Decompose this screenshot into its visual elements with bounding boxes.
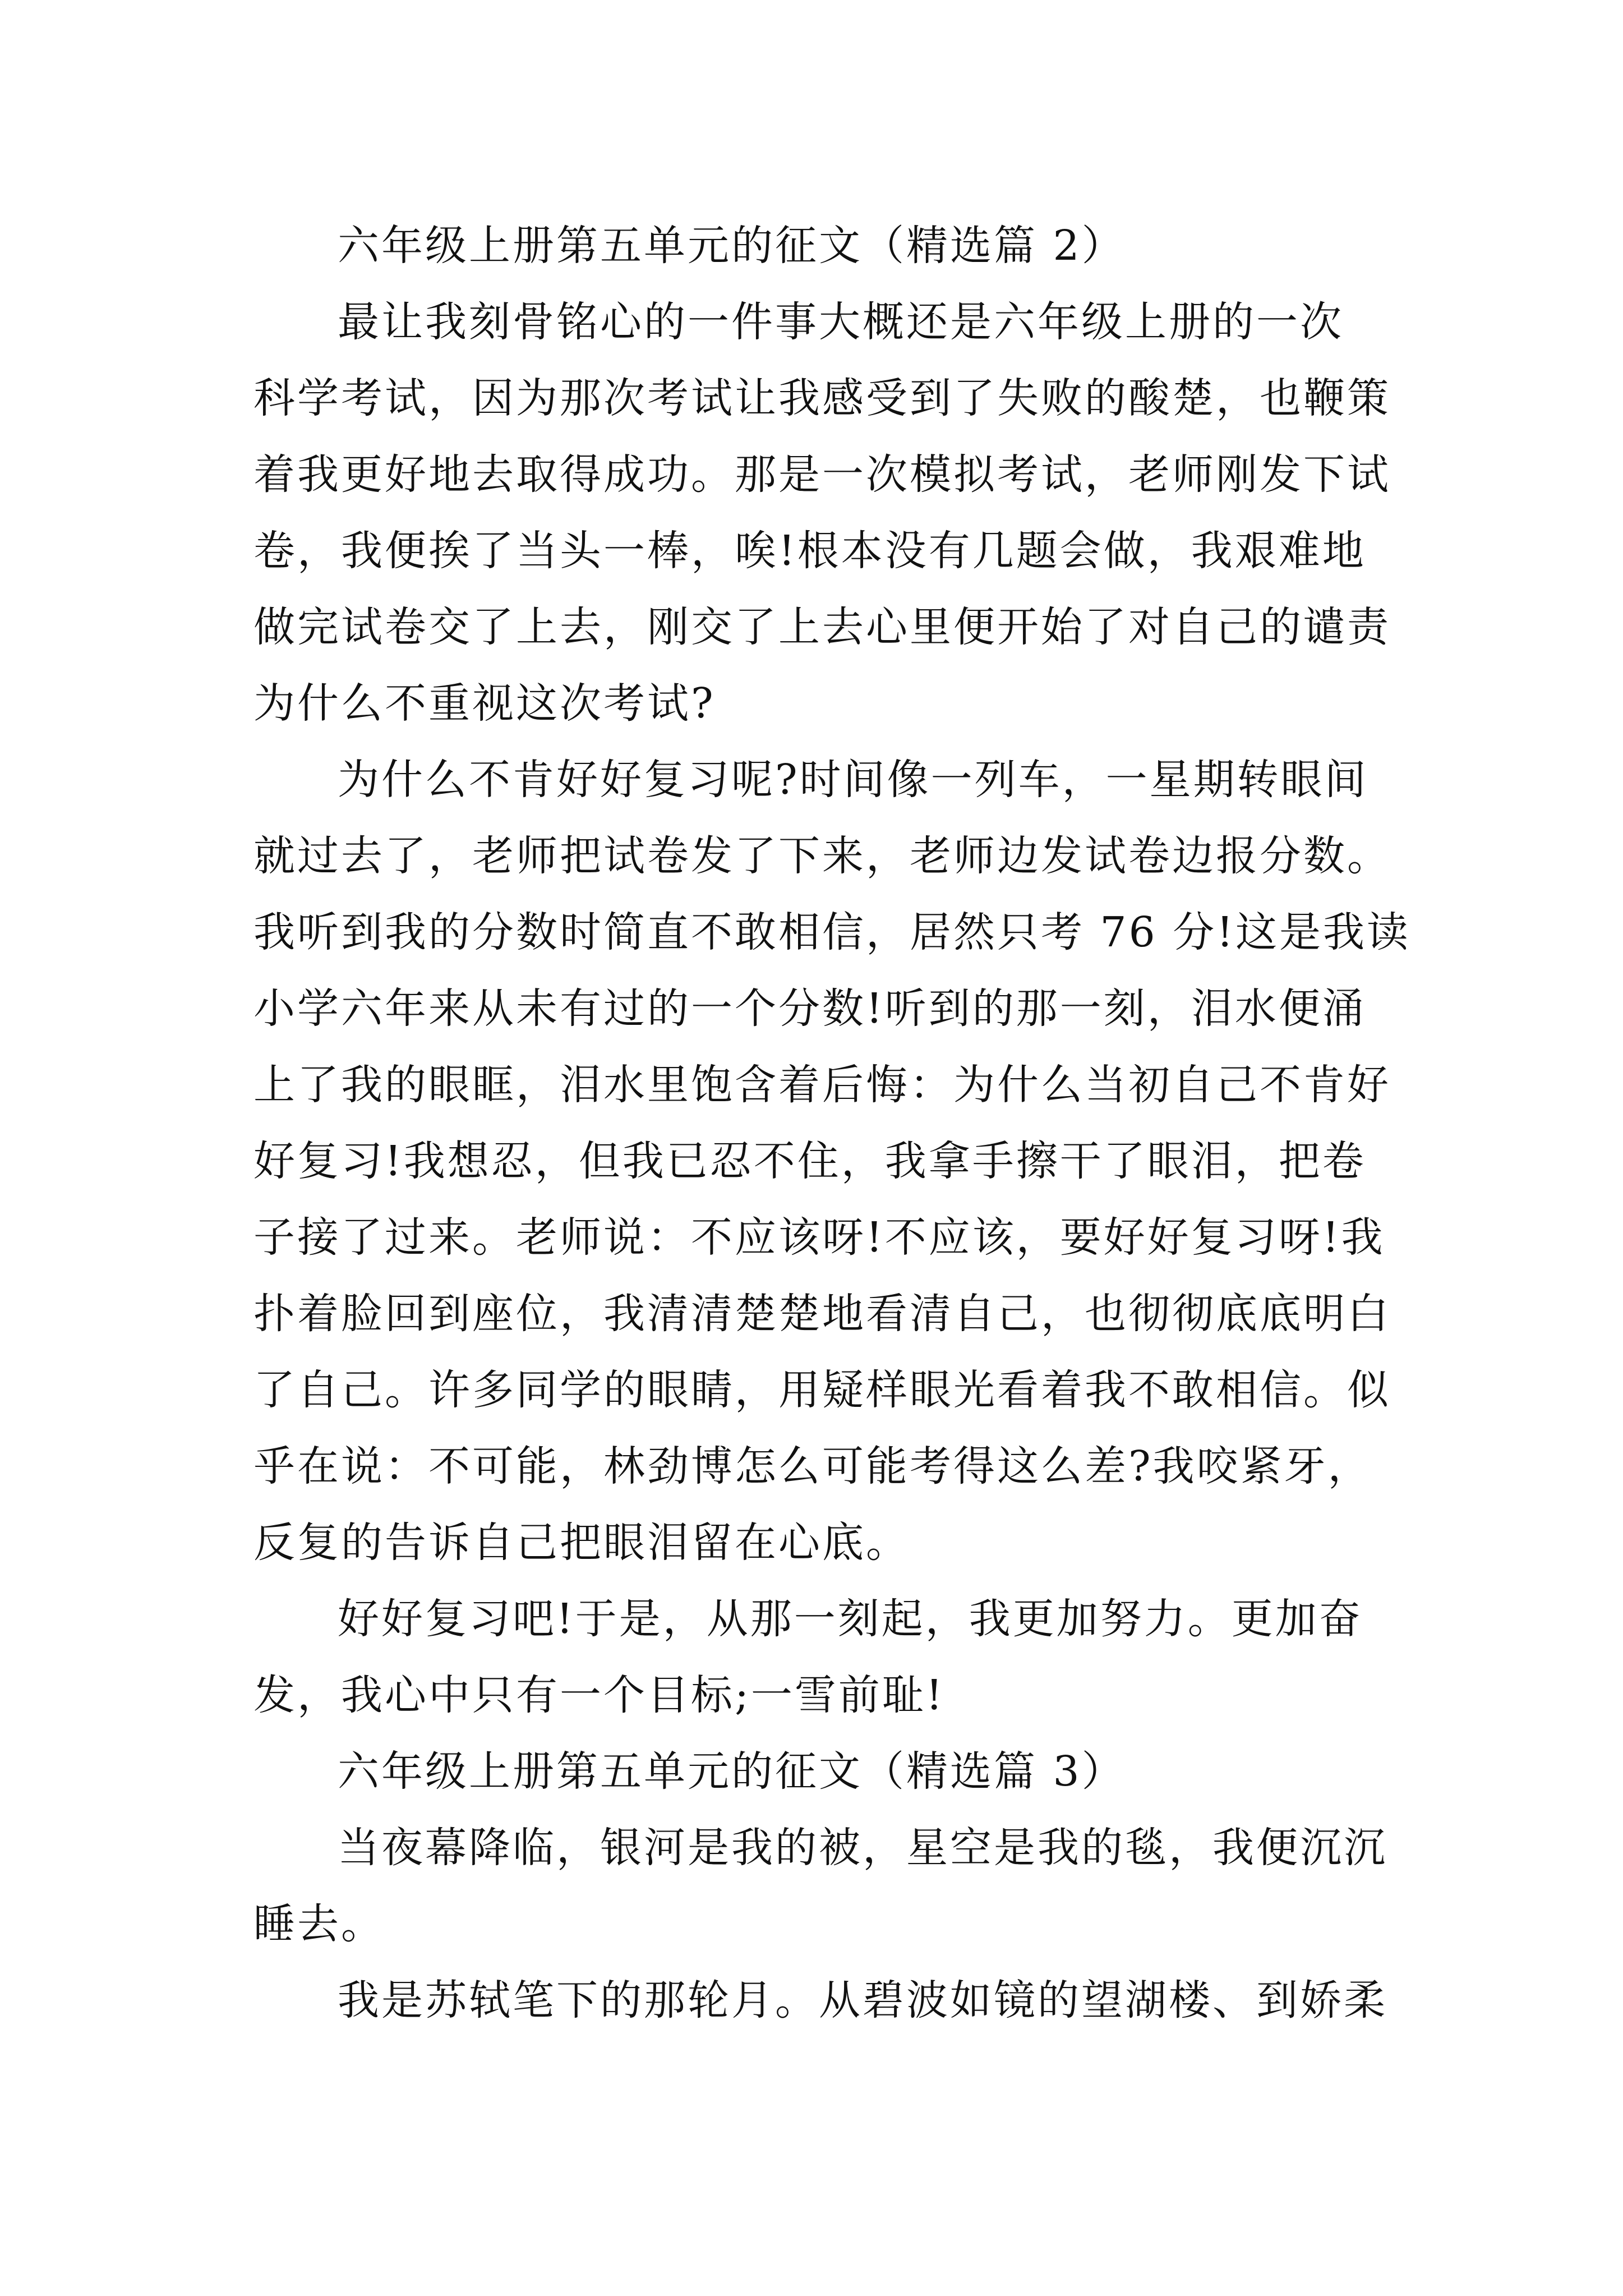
section-heading: 六年级上册第五单元的征文（精选篇 2） — [338, 222, 1126, 270]
paragraph-line: 做完试卷交了上去，刚交了上去心里便开始了对自己的谴责 — [253, 603, 1391, 651]
paragraph-line: 着我更好地去取得成功。那是一次模拟考试，老师刚发下试 — [253, 450, 1391, 499]
paragraph-line: 为什么不肯好好复习呢?时间像一列车，一星期转眼间 — [338, 756, 1368, 804]
paragraph-line: 我是苏轼笔下的那轮月。从碧波如镜的望湖楼、到娇柔 — [338, 1976, 1387, 2024]
paragraph-line: 好好复习吧!于是，从那一刻起，我更加努力。更加奋 — [338, 1595, 1363, 1643]
paragraph-line: 上了我的眼眶，泪水里饱含着后悔：为什么当初自己不肯好 — [253, 1061, 1391, 1109]
document-body — [253, 208, 1410, 2039]
section-heading: 六年级上册第五单元的征文（精选篇 3） — [338, 1747, 1126, 1796]
paragraph-line: 我听到我的分数时简直不敢相信，居然只考 76 分!这是我读 — [253, 908, 1410, 956]
paragraph-line: 子接了过来。老师说：不应该呀!不应该，要好好复习呀!我 — [253, 1213, 1385, 1262]
paragraph-line: 就过去了，老师把试卷发了下来，老师边发试卷边报分数。 — [253, 832, 1391, 880]
paragraph-line: 乎在说：不可能，林劲博怎么可能考得这么差?我咬紧牙， — [253, 1442, 1372, 1490]
paragraph-line: 卷，我便挨了当头一棒，唉!根本没有几题会做，我艰难地 — [253, 527, 1366, 575]
paragraph-line: 发，我心中只有一个目标;一雪前耻! — [253, 1671, 945, 1719]
paragraph-line: 扑着脸回到座位，我清清楚楚地看清自己，也彻彻底底明白 — [253, 1290, 1391, 1338]
paragraph-line: 睡去。 — [253, 1900, 385, 1948]
paragraph-line: 最让我刻骨铭心的一件事大概还是六年级上册的一次 — [338, 298, 1344, 346]
paragraph-line: 了自己。许多同学的眼睛，用疑样眼光看着我不敢相信。似 — [253, 1366, 1391, 1414]
paragraph-line: 好复习!我想忍，但我已忍不住，我拿手擦干了眼泪，把卷 — [253, 1137, 1366, 1185]
paragraph-line: 当夜幕降临，银河是我的被，星空是我的毯，我便沉沉 — [338, 1824, 1387, 1872]
paragraph-line: 小学六年来从未有过的一个分数!听到的那一刻，泪水便涌 — [253, 984, 1366, 1033]
paragraph-line: 科学考试，因为那次考试让我感受到了失败的酸楚，也鞭策 — [253, 374, 1391, 422]
paragraph-line: 为什么不重视这次考试? — [253, 679, 716, 728]
paragraph-line: 反复的告诉自己把眼泪留在心底。 — [253, 1519, 910, 1567]
